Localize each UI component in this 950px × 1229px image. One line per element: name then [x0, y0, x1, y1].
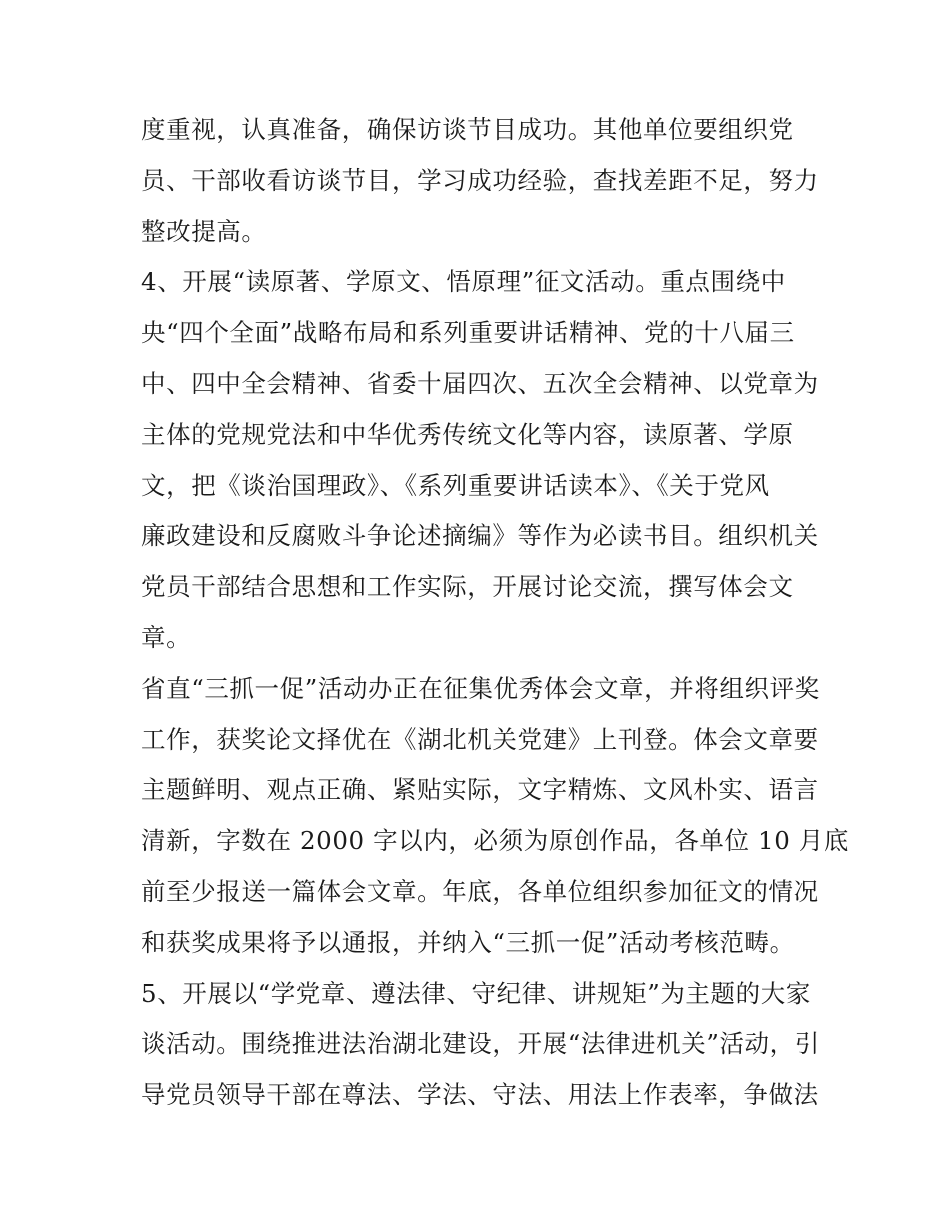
text-line: 导党员领导干部在尊法、学法、守法、用法上作表率，争做法	[141, 1080, 819, 1110]
text-line: 谈活动。围绕推进法治湖北建设，开展“法律进机关”活动，引	[141, 1029, 820, 1059]
text-line: 文，把《谈治国理政》、《系列重要讲话读本》、《关于党风	[141, 470, 770, 500]
text-line: 度重视，认真准备，确保访谈节目成功。其他单位要组织党	[141, 115, 794, 144]
text-line: 整改提高。	[141, 216, 267, 246]
text-line: 主题鲜明、观点正确、紧贴实际，文字精炼、文风朴实、语言	[141, 775, 819, 805]
text-line: 5、开展以“学党章、遵法律、守纪律、讲规矩”为主题的大家	[141, 978, 811, 1008]
text-line: 主体的党规党法和中华优秀传统文化等内容，读原著、学原	[141, 419, 794, 449]
text-line: 廉政建设和反腐败斗争论述摘编》等作为必读书目。组织机关	[141, 521, 819, 551]
text-line: 工作，获奖论文择优在《湖北机关党建》上刊登。体会文章要	[141, 724, 819, 754]
text-line: 4、开展“读原著、学原文、悟原理”征文活动。重点围绕中	[141, 267, 786, 297]
text-line: 央“四个全面”战略布局和系列重要讲话精神、党的十八届三	[141, 318, 795, 348]
text-line: 清新，字数在 2000 字以内，必须为原创作品，各单位 10 月底	[141, 826, 849, 856]
text-line: 中、四中全会精神、省委十届四次、五次全会精神、以党章为	[141, 368, 819, 398]
text-line: 前至少报送一篇体会文章。年底，各单位组织参加征文的情况	[141, 876, 819, 906]
text-line: 章。	[141, 622, 192, 652]
text-line: 和获奖成果将予以通报，并纳入“三抓一促”活动考核范畴。	[141, 927, 795, 957]
text-line: 省直“三抓一促”活动办正在征集优秀体会文章，并将组织评奖	[141, 673, 820, 703]
text-line: 员、干部收看访谈节目，学习成功经验，查找差距不足，努力	[141, 165, 819, 195]
document-body	[141, 105, 849, 1121]
text-line: 党员干部结合思想和工作实际，开展讨论交流，撰写体会文	[141, 572, 794, 602]
